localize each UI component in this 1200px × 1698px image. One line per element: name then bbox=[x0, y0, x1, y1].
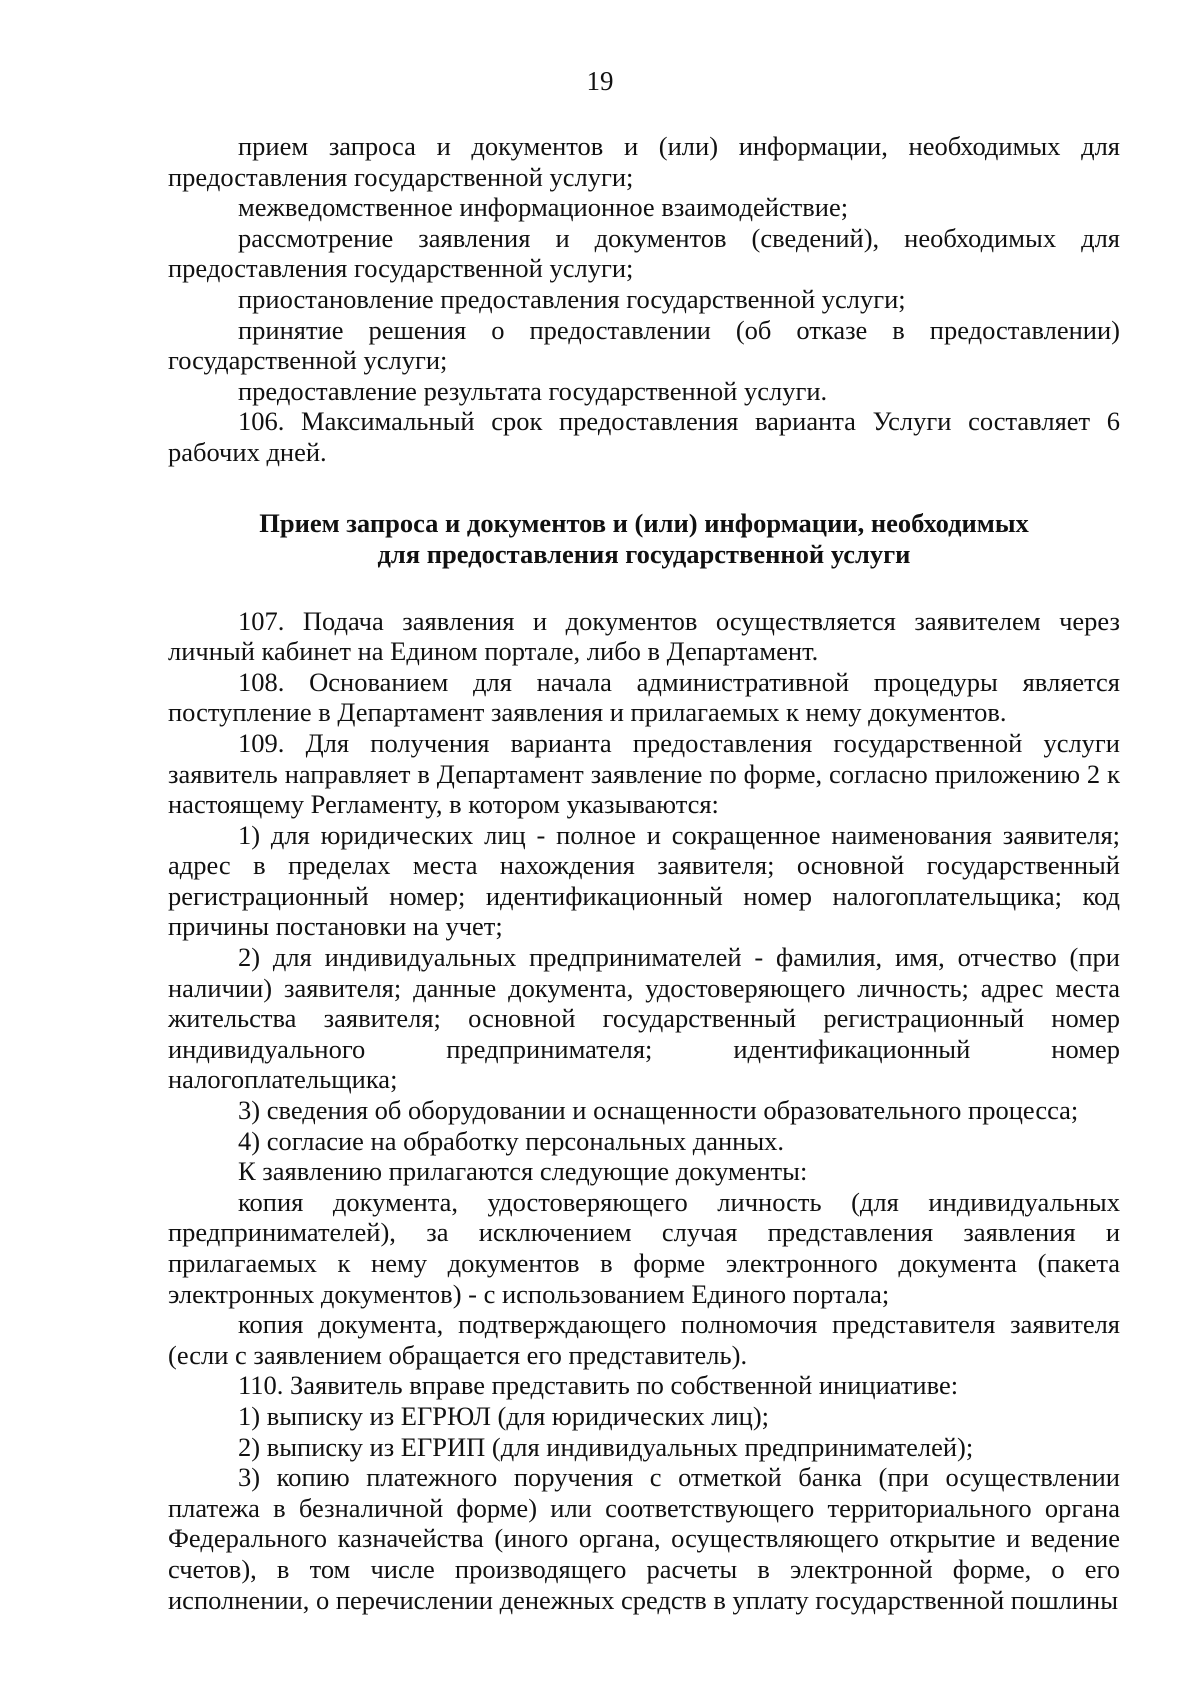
list-item: 3) сведения об оборудовании и оснащенности образовательного процесса; bbox=[238, 1095, 1079, 1126]
list-item: 2) для индивидуальных предпринимателей - фамилия, имя, отчество (при наличии) заявителя; данные документа, удостоверяющего личность; адрес места жительства заявителя; основной государственный регистрационный номер индивидуального предпринимателя; идентификационный номер налогоплательщика; bbox=[168, 942, 1120, 1095]
paragraph: рассмотрение заявления и документов (сведений), необходимых для предоставления государственной услуги; bbox=[168, 222, 1120, 284]
paragraph-106: 106. Максимальный срок предоставления варианта Услуги составляет 6 рабочих дней. bbox=[168, 406, 1120, 467]
section-heading-line-1: Прием запроса и документов и (или) информации, необходимых bbox=[259, 507, 1029, 538]
page-number: 19 bbox=[586, 66, 614, 96]
list-item: 2) выписку из ЕГРИП (для индивидуальных предпринимателей); bbox=[238, 1431, 974, 1462]
list-item: 1) для юридических лиц - полное и сокращенное наименования заявителя; адрес в пределах места нахождения заявителя; основной государственный регистрационный номер; идентификационный номер налогоплательщика; код причины постановки на учет; bbox=[168, 819, 1120, 942]
paragraph: принятие решения о предоставлении (об отказе в предоставлении) государственной услуги; bbox=[168, 314, 1120, 376]
list-item: 3) копию платежного поручения с отметкой банка (при осуществлении платежа в безналичной форме) или соответствующего территориального органа Федерального казначейства (иного органа, осуществляющего открытие и ведение счетов), в том числе производящего расчеты в электронной форме, о его исполнении, о перечислении денежных средств в уплату государственной пошлины bbox=[168, 1462, 1120, 1615]
paragraph: предоставление результата государственной услуги. bbox=[238, 375, 828, 406]
list-item: 4) согласие на обработку персональных данных. bbox=[238, 1125, 785, 1156]
paragraph-109: 109. Для получения варианта предоставления государственной услуги заявитель направляет в Департамент заявление по форме, согласно приложению 2 к настоящему Регламенту, в котором указываются: bbox=[168, 727, 1120, 820]
paragraph: прием запроса и документов и (или) информации, необходимых для предоставления государственной услуги; bbox=[168, 131, 1120, 192]
document-body bbox=[168, 131, 1120, 1615]
paragraph-107: 107. Подача заявления и документов осуществляется заявителем через личный кабинет на Едином портале, либо в Департамент. bbox=[168, 605, 1120, 667]
paragraph-110: 110. Заявитель вправе представить по собственной инициативе: bbox=[238, 1370, 959, 1401]
paragraph: межведомственное информационное взаимодействие; bbox=[238, 192, 849, 223]
section-heading bbox=[168, 508, 1120, 570]
paragraph: приостановление предоставления государственной услуги; bbox=[238, 283, 906, 314]
list-item: копия документа, удостоверяющего личность (для индивидуальных предпринимателей), за исключением случая представления заявления и прилагаемых к нему документов в форме электронного документа (пакета электронных документов) - с использованием Единого портала; bbox=[168, 1186, 1120, 1309]
paragraph: К заявлению прилагаются следующие документы: bbox=[238, 1156, 808, 1187]
section-heading-line-2: для предоставления государственной услуги bbox=[377, 538, 911, 569]
paragraph-108: 108. Основанием для начала административной процедуры является поступление в Департамент заявления и прилагаемых к нему документов. bbox=[168, 666, 1120, 728]
list-item: 1) выписку из ЕГРЮЛ (для юридических лиц); bbox=[238, 1400, 770, 1431]
list-item: копия документа, подтверждающего полномочия представителя заявителя (если с заявлением обращается его представитель). bbox=[168, 1309, 1120, 1370]
